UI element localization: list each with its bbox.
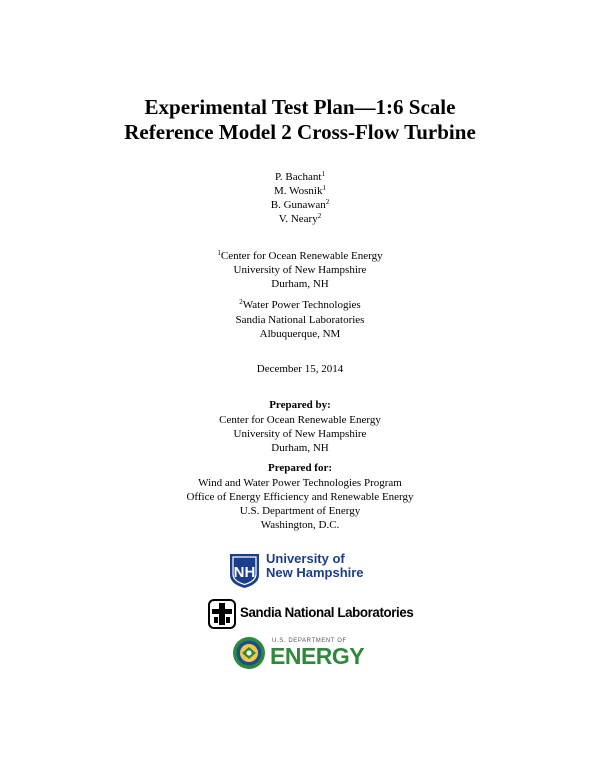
document-date: December 15, 2014 [256, 363, 344, 375]
affiliation-1-line-2: University of New Hampshire [233, 264, 367, 276]
affiliation-1-line-1: $^1$Center for Ocean Renewable Energy [217, 249, 383, 262]
author-2: M. Wosnik$^1$ [274, 184, 326, 197]
doe-logo-energy-text: ENERGY [270, 643, 365, 669]
unh-logo-line-2: New Hampshire [266, 565, 364, 580]
prepared-by-heading: Prepared by: [269, 399, 331, 411]
author-1: P. Bachant$^1$ [275, 170, 325, 183]
doe-logo-small-text: U.S. DEPARTMENT OF [272, 638, 347, 644]
author-3: B. Gunawan$^2$ [270, 198, 330, 211]
doe-seal-icon [232, 636, 266, 670]
prepared-for-heading: Prepared for: [267, 462, 333, 474]
affiliation-2-line-3: Albuquerque, NM [259, 328, 341, 340]
affiliation-2-line-2: Sandia National Laboratories [235, 314, 365, 326]
affiliation-1-line-3: Durham, NH [271, 278, 329, 290]
unh-logo-line-1: University of [266, 551, 345, 566]
author-4: V. Neary$^2$ [278, 212, 322, 225]
prepared-by-line-3: Durham, NH [271, 442, 329, 454]
sandia-logo-text: Sandia National Laboratories [240, 604, 414, 620]
prepared-by-line-1: Center for Ocean Renewable Energy [219, 414, 381, 426]
affiliation-2-line-1: $^2$Water Power Technologies [239, 298, 361, 311]
unh-logo-text [266, 552, 364, 580]
prepared-for-line-2: Office of Energy Efficiency and Renewable Energy [186, 491, 414, 503]
prepared-for-line-4: Washington, D.C. [260, 519, 340, 531]
prepared-for-line-3: U.S. Department of Energy [239, 505, 361, 517]
document-title [0, 95, 600, 145]
prepared-by-line-2: University of New Hampshire [233, 428, 367, 440]
svg-text:NH: NH [233, 564, 256, 581]
unh-shield-icon [229, 553, 260, 589]
title-line-2: Reference Model 2 Cross-Flow Turbine [124, 120, 476, 144]
sandia-thunderbird-icon [208, 599, 236, 629]
title-line-1: Experimental Test Plan—1:6 Scale [144, 95, 456, 119]
prepared-for-line-1: Wind and Water Power Technologies Program [198, 477, 402, 489]
